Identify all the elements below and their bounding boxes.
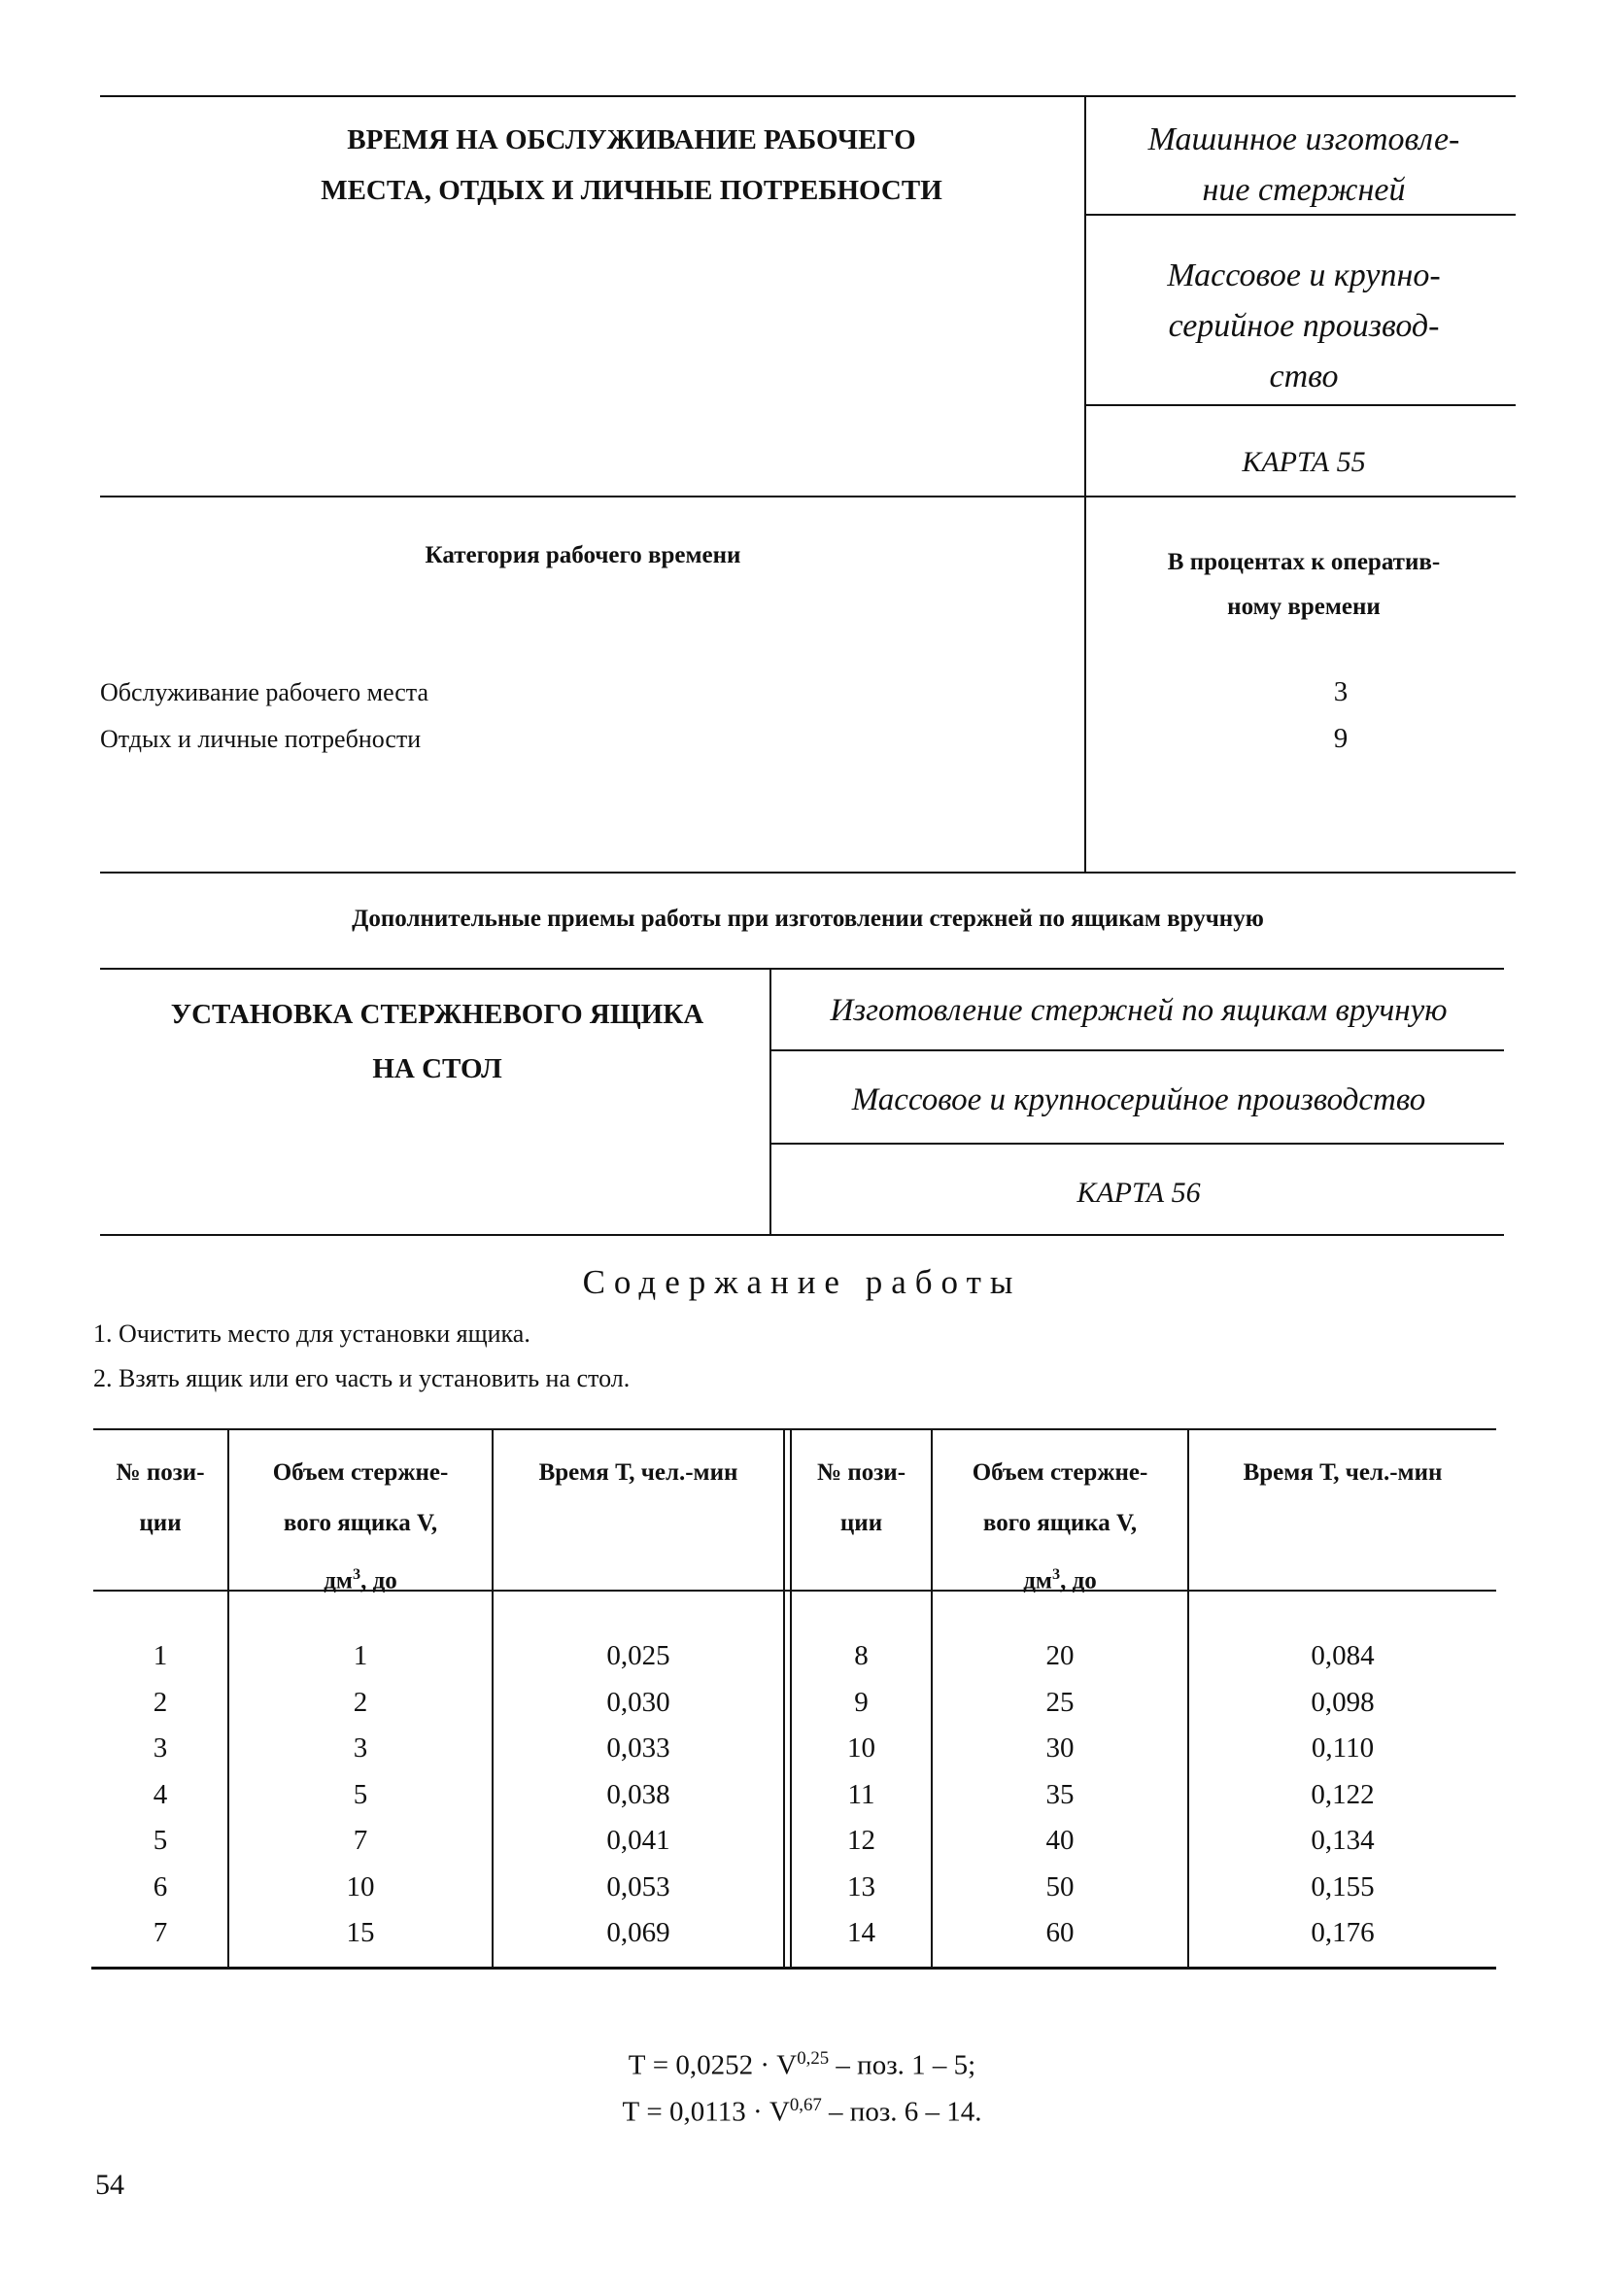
page-number: 54 <box>95 2169 124 2201</box>
card56-side-rule-2 <box>771 1143 1504 1145</box>
step-2: 2. Взять ящик или его часть и установить на стол. <box>93 1364 631 1392</box>
left-row-5-vol: 7 <box>353 1825 368 1856</box>
card56-vertical-divider <box>769 968 771 1234</box>
table-top-rule <box>93 1428 1496 1430</box>
card55-col-percent-line1: В процентах к оператив- <box>1167 549 1441 575</box>
left-row-6-pos: 6 <box>153 1870 168 1902</box>
card56-top-rule <box>100 968 1504 970</box>
left-row-4-time: 0,038 <box>606 1778 670 1810</box>
card55-side-rule-1 <box>1086 214 1516 216</box>
th-left-time: Время Т, чел.-мин <box>538 1459 738 1486</box>
th-right-vol <box>933 1448 1187 1606</box>
card56-bottom-rule <box>100 1234 1504 1236</box>
th-left-vol-unit-exp: 3 <box>352 1565 361 1583</box>
right-row-1-time: 0,084 <box>1311 1640 1375 1671</box>
th-left-vol-line1: Объем стержне- <box>272 1459 449 1486</box>
th-left-vol-unit-suffix: , до <box>360 1567 397 1594</box>
th-left-pos <box>93 1448 227 1549</box>
card56-label: КАРТА 56 <box>1076 1177 1201 1209</box>
left-row-2-pos: 2 <box>153 1686 168 1718</box>
left-row-7-vol: 15 <box>346 1917 375 1948</box>
card55-col-percent <box>1092 540 1516 630</box>
th-left-pos-line1: № пози- <box>116 1459 205 1486</box>
th-right-vol-line1: Объем стержне- <box>972 1459 1148 1486</box>
card55-col-percent-line2: ному времени <box>1227 594 1381 620</box>
left-row-6-vol: 10 <box>346 1870 375 1902</box>
card55-side1-line1: Машинное изготовле- <box>1147 121 1460 157</box>
left-row-3-pos: 3 <box>153 1732 168 1764</box>
card55-top-rule <box>100 95 1516 97</box>
th-right-time: Время Т, чел.-мин <box>1243 1459 1443 1486</box>
card56-title <box>107 987 768 1096</box>
left-row-7-pos: 7 <box>153 1917 168 1948</box>
card55-side2-line1: Массовое и крупно- <box>1167 257 1441 293</box>
table-double-divider-a <box>783 1428 785 1967</box>
card55-side2 <box>1092 251 1516 402</box>
right-row-7-vol: 60 <box>1045 1917 1075 1948</box>
right-row-6-time: 0,155 <box>1311 1870 1375 1902</box>
th-left-pos-line2: ции <box>139 1510 182 1536</box>
card55-col-category: Категория рабочего времени <box>425 542 741 568</box>
th-left-vol-line2: вого ящика V, <box>283 1510 438 1536</box>
step-1: 1. Очистить место для установки ящика. <box>93 1319 530 1348</box>
right-row-2-pos: 9 <box>854 1686 869 1718</box>
card56-title-line2: НА СТОЛ <box>372 1053 502 1084</box>
left-row-5-pos: 5 <box>153 1825 168 1856</box>
formula-2-exponent: 0,67 <box>789 2095 822 2115</box>
left-row-3-vol: 3 <box>353 1732 368 1764</box>
card55-row2-value: 9 <box>1333 723 1349 754</box>
th-left-vol-unit: дм <box>324 1567 353 1594</box>
th-right-vol-line3 <box>933 1549 1187 1606</box>
card55-side2-line3: ство <box>1269 359 1339 394</box>
right-row-5-time: 0,134 <box>1311 1825 1375 1856</box>
th-left-vol <box>229 1448 492 1606</box>
section-title: Дополнительные приемы работы при изготовлении стержней по ящикам вручную <box>352 906 1264 932</box>
card55-title <box>291 115 972 216</box>
card55-row1-label: Обслуживание рабочего места <box>100 678 429 706</box>
left-row-2-time: 0,030 <box>606 1686 670 1718</box>
th-right-pos-line1: № пози- <box>816 1459 906 1486</box>
left-row-1-vol: 1 <box>353 1640 368 1671</box>
th-right-pos <box>792 1448 931 1549</box>
left-row-6-time: 0,053 <box>606 1870 670 1902</box>
right-row-4-pos: 11 <box>847 1778 875 1810</box>
card55-title-line1: ВРЕМЯ НА ОБСЛУЖИВАНИЕ РАБОЧЕГО <box>347 124 916 155</box>
left-row-4-pos: 4 <box>153 1778 168 1810</box>
card56-side-rule-1 <box>771 1049 1504 1051</box>
card55-header-rule <box>100 496 1516 497</box>
left-row-7-time: 0,069 <box>606 1917 670 1948</box>
th-right-vol-unit-suffix: , до <box>1060 1567 1097 1594</box>
left-row-3-time: 0,033 <box>606 1732 670 1764</box>
content-heading: Содержание работы <box>582 1263 1022 1301</box>
card55-bottom-rule <box>100 872 1516 874</box>
right-row-1-pos: 8 <box>854 1640 869 1671</box>
formula-1-range: – поз. 1 – 5; <box>829 2049 976 2081</box>
card55-row2-label: Отдых и личные потребности <box>100 725 422 753</box>
right-row-7-time: 0,176 <box>1311 1917 1375 1948</box>
right-row-2-time: 0,098 <box>1311 1686 1375 1718</box>
formula-1 <box>100 2048 1504 2082</box>
card55-title-line2: МЕСТА, ОТДЫХ И ЛИЧНЫЕ ПОТРЕБНОСТИ <box>321 175 942 206</box>
right-row-7-pos: 14 <box>847 1917 875 1948</box>
card55-side2-line2: серийное производ- <box>1168 308 1440 344</box>
left-row-5-time: 0,041 <box>606 1825 670 1856</box>
right-row-3-time: 0,110 <box>1311 1732 1375 1764</box>
th-left-vol-line3 <box>229 1549 492 1606</box>
right-row-3-pos: 10 <box>847 1732 875 1764</box>
left-row-1-pos: 1 <box>153 1640 168 1671</box>
right-row-3-vol: 30 <box>1045 1732 1075 1764</box>
table-bottom-rule <box>91 1967 1496 1970</box>
formula-1-main: Т = 0,0252 · V <box>628 2049 798 2081</box>
card56-side1: Изготовление стержней по ящикам вручную <box>830 993 1448 1028</box>
left-row-4-vol: 5 <box>353 1778 368 1810</box>
left-row-1-time: 0,025 <box>606 1640 670 1671</box>
th-right-vol-unit: дм <box>1023 1567 1052 1594</box>
right-row-1-vol: 20 <box>1045 1640 1075 1671</box>
card55-vertical-divider <box>1084 95 1086 873</box>
card55-label: КАРТА 55 <box>1242 446 1366 478</box>
formula-2 <box>100 2095 1504 2129</box>
card56-side2: Массовое и крупносерийное производство <box>851 1082 1426 1117</box>
right-row-5-vol: 40 <box>1045 1825 1075 1856</box>
right-row-2-vol: 25 <box>1045 1686 1075 1718</box>
th-right-pos-line2: ции <box>839 1510 883 1536</box>
card56-title-line1: УСТАНОВКА СТЕРЖНЕВОГО ЯЩИКА <box>170 999 704 1030</box>
formula-1-exponent: 0,25 <box>797 2048 830 2069</box>
formula-2-main: Т = 0,0113 · V <box>622 2096 790 2128</box>
right-row-4-time: 0,122 <box>1311 1778 1375 1810</box>
card55-side-rule-2 <box>1086 404 1516 406</box>
right-row-6-vol: 50 <box>1045 1870 1075 1902</box>
right-row-5-pos: 12 <box>847 1825 875 1856</box>
card55-row1-value: 3 <box>1333 676 1349 707</box>
formula-2-range: – поз. 6 – 14. <box>821 2096 982 2128</box>
card55-side1 <box>1092 115 1516 216</box>
right-row-6-pos: 13 <box>847 1870 875 1902</box>
left-row-2-vol: 2 <box>353 1686 368 1718</box>
th-right-vol-unit-exp: 3 <box>1051 1565 1061 1583</box>
th-right-vol-line2: вого ящика V, <box>982 1510 1138 1536</box>
right-row-4-vol: 35 <box>1045 1778 1075 1810</box>
card55-side1-line2: ние стержней <box>1202 172 1406 208</box>
